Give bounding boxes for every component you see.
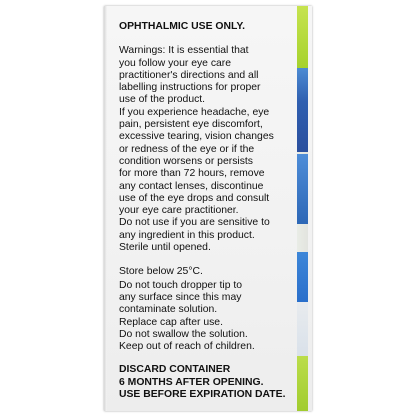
storage-paragraph — [119, 266, 294, 353]
discard-notice — [119, 364, 294, 401]
warnings-line: excessive tearing, vision changes — [119, 131, 274, 143]
warnings-line: practitioner's directions and all — [119, 69, 259, 81]
warnings-line: for more than 72 hours, remove — [119, 168, 265, 180]
green-accent-band-bottom — [297, 356, 308, 411]
storage-line: contaminate solution. — [119, 304, 218, 316]
warnings-line: condition worsens or persists — [119, 155, 253, 167]
blue-accent-band-lower — [297, 154, 308, 224]
warnings-line: you follow your eye care — [119, 57, 232, 69]
warnings-paragraph — [119, 45, 294, 254]
warnings-line: or redness of the eye or if the — [119, 143, 255, 155]
storage-line: Do not swallow the solution. — [119, 328, 248, 340]
warnings-line: Warnings: It is essential that — [119, 45, 249, 57]
label-heading: OPHTHALMIC USE ONLY. — [119, 21, 246, 32]
discard-line: USE BEFORE EXPIRATION DATE. — [119, 389, 286, 401]
warnings-line: If you experience headache, eye — [119, 106, 270, 118]
carton-edge-shadow — [104, 6, 107, 411]
warnings-line: any contact lenses, discontinue — [119, 180, 264, 192]
blue-accent-band — [297, 68, 308, 152]
discard-line: DISCARD CONTAINER — [119, 364, 231, 376]
storage-line: Keep out of reach of children. — [119, 341, 255, 353]
warnings-line: use of the eye drops and consult — [119, 192, 270, 204]
discard-line: 6 MONTHS AFTER OPENING. — [119, 376, 264, 388]
warnings-line: Sterile until opened. — [119, 242, 211, 254]
warnings-line: Do not use if you are sensitive to — [119, 217, 270, 229]
warnings-line: use of the product. — [119, 94, 206, 106]
storage-line: Store below 25°C. — [119, 266, 203, 278]
storage-line: Do not touch dropper tip to — [119, 279, 243, 291]
green-accent-band-top — [297, 6, 308, 68]
warnings-line: your eye care practitioner. — [119, 205, 239, 217]
storage-line: any surface since this may — [119, 291, 242, 303]
storage-line: Replace cap after use. — [119, 316, 223, 328]
carton-side-panel — [297, 6, 308, 411]
blue-accent-band-bottom — [297, 252, 308, 302]
warnings-line: labelling instructions for proper — [119, 82, 261, 94]
warning-label-text — [119, 21, 294, 401]
side-panel-gap — [297, 302, 308, 356]
warnings-line: pain, persistent eye discomfort, — [119, 119, 263, 131]
warnings-line: any ingredient in this product. — [119, 229, 255, 241]
